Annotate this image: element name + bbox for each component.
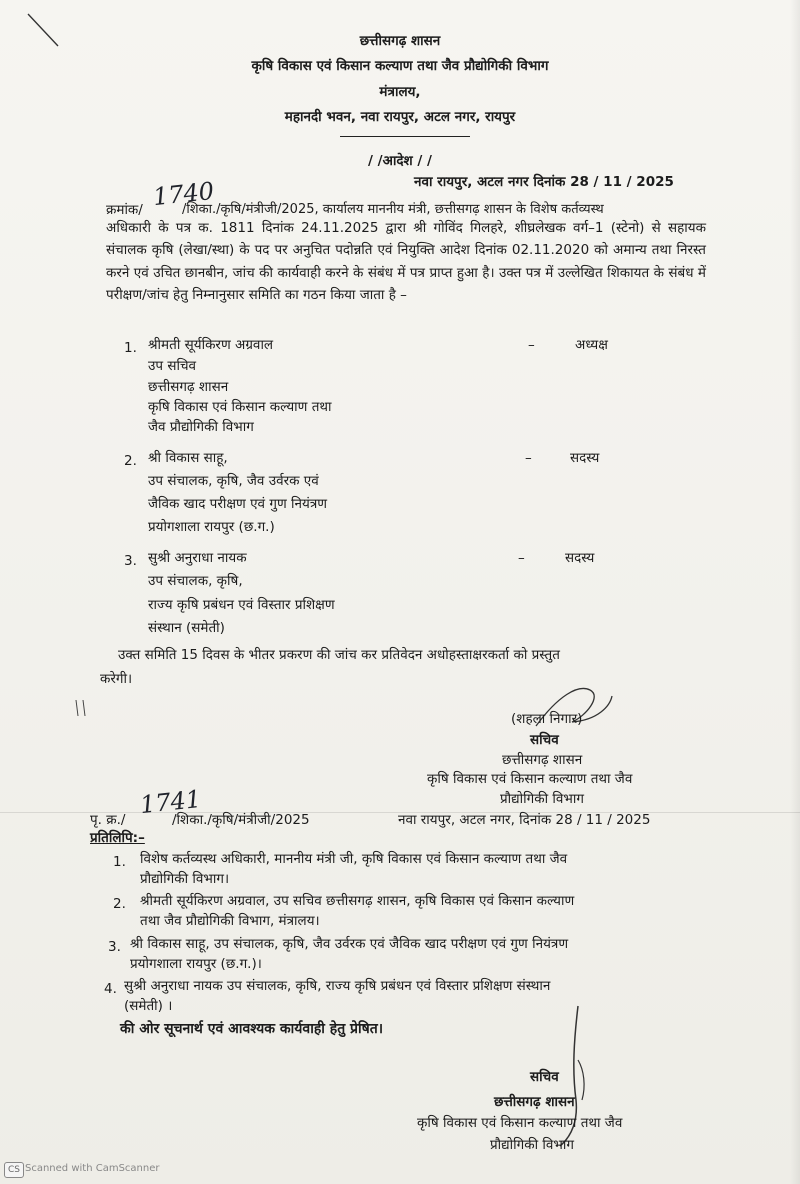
header-rule (340, 136, 470, 137)
committee-line: राज्य कृषि प्रबंधन एवं विस्तार प्रशिक्षण (148, 597, 335, 613)
committee-line: उप सचिव (148, 358, 197, 374)
endorsement-number-label: पृ. क्र./ (90, 812, 126, 828)
signature2-org2: कृषि विकास एवं किसान कल्याण तथा जैव (417, 1115, 623, 1131)
order-place-date: नवा रायपुर, अटल नगर दिनांक 28 / 11 / 2025 (414, 174, 674, 190)
committee-dash: – (518, 550, 525, 566)
committee-line: श्री विकास साहू, (148, 450, 228, 466)
signature1-name: (शहला निगार) (511, 711, 583, 727)
order-reference: /शिका./कृषि/मंत्रीजी/2025, कार्यालय माननीय मंत्री, छत्तीसगढ़ शासन के विशेष कर्तव्यस्थ (182, 202, 604, 217)
committee-number: 1. (124, 340, 137, 356)
committee-line: सुश्री अनुराधा नायक (148, 550, 247, 566)
recipient-line: प्रयोगशाला रायपुर (छ.ग.)। (130, 956, 262, 972)
instruction-line1: उक्त समिति 15 दिवस के भीतर प्रकरण की जांच कर प्रतिवेदन अधोहस्ताक्षरकर्ता को प्रस्तुत (118, 647, 560, 663)
committee-line: छत्तीसगढ़ शासन (148, 379, 229, 395)
recipient-number: 3. (108, 939, 121, 955)
header-line3: मंत्रालय, (379, 84, 421, 100)
committee-number: 2. (124, 453, 137, 469)
scanner-logo: CS (4, 1162, 24, 1178)
recipient-line: विशेष कर्तव्यस्थ अधिकारी, माननीय मंत्री जी, कृषि विकास एवं किसान कल्याण तथा जैव (140, 851, 568, 867)
order-handwritten-number: 1740 (151, 176, 216, 212)
header-line4: महानदी भवन, नवा रायपुर, अटल नगर, रायपुर (284, 109, 516, 125)
scanner-watermark: Scanned with CamScanner (25, 1163, 160, 1174)
endorsement-reference: /शिका./कृषि/मंत्रीजी/2025 (172, 812, 310, 828)
recipient-number: 1. (113, 854, 126, 870)
committee-line: श्रीमती सूर्यकिरण अग्रवाल (148, 337, 274, 353)
committee-dash: – (528, 337, 535, 353)
header-line1: छत्तीसगढ़ शासन (359, 33, 441, 49)
endorsement-handwritten-number: 1741 (138, 784, 203, 820)
committee-role: अध्यक्ष (575, 337, 608, 353)
committee-line: उप संचालक, कृषि, (148, 573, 243, 589)
committee-line: प्रयोगशाला रायपुर (छ.ग.) (148, 519, 275, 535)
header-line2: कृषि विकास एवं किसान कल्याण तथा जैव प्रौद्योगिकी विभाग (251, 58, 549, 74)
paper-edge-shadow (790, 0, 800, 1184)
recipient-line: श्री विकास साहू, उप संचालक, कृषि, जैव उर्वरक एवं जैविक खाद परीक्षण एवं गुण नियंत्रण (130, 936, 569, 952)
committee-line: संस्थान (समेती) (148, 620, 225, 636)
signature1-org1: छत्तीसगढ़ शासन (502, 752, 583, 768)
signature1-org2: कृषि विकास एवं किसान कल्याण तथा जैव (427, 771, 633, 787)
committee-number: 3. (124, 553, 137, 569)
signature1-designation: सचिव (530, 732, 559, 748)
committee-dash: – (525, 450, 532, 466)
recipient-number: 4. (104, 981, 117, 997)
committee-role: सदस्य (570, 450, 600, 466)
corner-pen-mark (24, 10, 64, 50)
recipient-line: (समेती) । (124, 998, 173, 1014)
instruction-line2: करेगी। (100, 671, 133, 687)
signature2-designation: सचिव (530, 1069, 559, 1085)
signature2-org3: प्रौद्योगिकी विभाग (490, 1137, 575, 1153)
committee-line: जैविक खाद परीक्षण एवं गुण नियंत्रण (148, 496, 328, 512)
recipient-line: प्रौद्योगिकी विभाग। (140, 871, 230, 887)
recipient-line: श्रीमती सूर्यकिरण अग्रवाल, उप सचिव छत्तीसगढ़ शासन, कृषि विकास एवं किसान कल्याण (140, 893, 575, 909)
recipient-line: सुश्री अनुराधा नायक उप संचालक, कृषि, राज्य कृषि प्रबंधन एवं विस्तार प्रशिक्षण संस्थान (124, 978, 551, 994)
recipient-line: तथा जैव प्रौद्योगिकी विभाग, मंत्रालय। (140, 913, 320, 929)
order-title: / /आदेश / / (368, 153, 432, 169)
committee-line: उप संचालक, कृषि, जैव उर्वरक एवं (148, 473, 319, 489)
committee-role: सदस्य (565, 550, 595, 566)
endorsement-place-date: नवा रायपुर, अटल नगर, दिनांक 28 / 11 / 2025 (398, 812, 651, 828)
order-body: अधिकारी के पत्र क. 1811 दिनांक 24.11.2025 द्वारा श्री गोविंद गिलहरे, शीघ्रलेखक वर्ग–1 (स्टेनो) से सहायक संचालक कृषि (लेखा/स्था) के पद पर अनुचित पदोन्नति एवं नियुक्ति आदेश दिनांक 02.11.2020 को अमान्य तथा निरस्त करने एवं उचित छानबीन, जांच की कार्यवाही करने के संबंध में पत्र प्राप्त हुआ है। उक्त पत्र में उल्लेखित शिकायत के संबंध में परीक्षण/जांच हेतु निम्नानुसार समिति का गठन किया जाता है – (106, 220, 706, 304)
copy-label: प्रतिलिपि:– (90, 830, 145, 846)
committee-line: कृषि विकास एवं किसान कल्याण तथा (148, 399, 332, 415)
recipient-number: 2. (113, 896, 126, 912)
committee-line: जैव प्रौद्योगिकी विभाग (148, 419, 254, 435)
order-number-label: क्रमांक/ (106, 202, 143, 218)
margin-pen-mark (72, 698, 92, 720)
forwarding-note: की ओर सूचनार्थ एवं आवश्यक कार्यवाही हेतु प्रेषित। (120, 1021, 384, 1037)
signature2-org1: छत्तीसगढ़ शासन (494, 1094, 575, 1110)
signature1-org3: प्रौद्योगिकी विभाग (500, 791, 585, 807)
